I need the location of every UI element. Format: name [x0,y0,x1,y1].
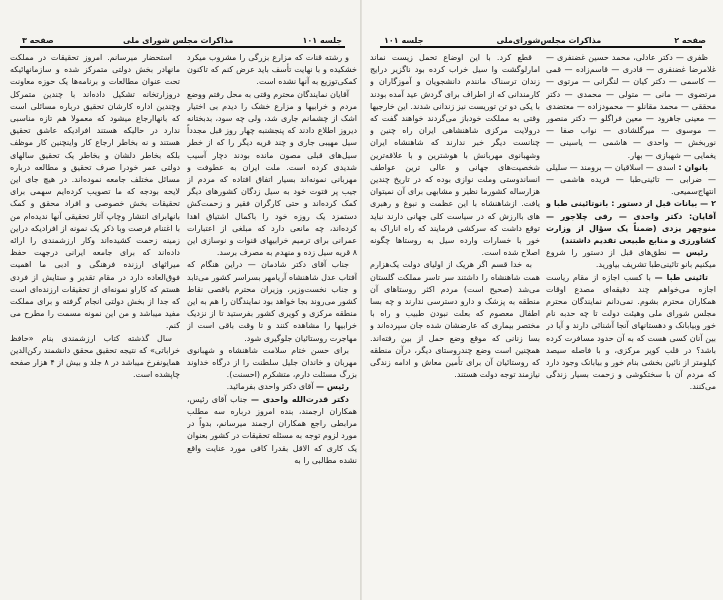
paragraph-text: به خدا قسم اگر هریک از اولیای دولت یک‌هزارم همت شاهنشاه را داشتند سر تاسر مملکت گلستان می‌شد (صحیح است) مردم اکثر روستاهای آن منطقه به پزشک و دارو دسترسی ندارند و چه بسا اطفال معصوم که بعلت نبودن طبیب و راه با مختصر بیماری که عارضشان شده جان سپرده‌اند و بسا زنانی که موقع وضع حمل از بین رفته‌اند. همچنین است وضع چندروستای دیگر، درآن منطقه که روستائیان آن برای تأمین معاش و ادامه زندگی نیازمند توجه دولت هستند. [370,260,540,380]
paragraph [546,198,716,247]
paragraph-text: آقای دکتر واحدی بفرمائید. [226,382,314,392]
session-number: جلسه ۱۰۱ [302,36,342,45]
paragraph-text: قطع کرد. با این اوضاع تحمل زیست نماند امارلوگشت وا سیل خراب کرده بود ناگزیر درایج زندان ترسناک مانندم دانشجویان و آموزگاران و کارمندانی که از اطراف برای گردش عید آمده بودند با یکی دو تن توریست نیز زندانی شدند. این خارجیها وقتی به مملکت خودباز می‌گردند خواهند گفت که درولایت مرکزی شاهنشاهی ایران راه چنین و چنانست دیگر خبر ندارند که شاهنشاه ایران وشهبانوی مهربانش با هوشترین و با علاقه‌ترین شخصیت‌های جهانی و عالی ترین عواطف انساندوستی وملت نوازی بوده که در تاریخ چندین هزارساله کشورما نظیر و مشابهی برای آن نمیتوان یافت. ازشاهنشاه با این عظمت و نبوغ و رهبری های باارزش که در سیاست کلی جهانی دارند نباید توقع داشت که سرکشی فرمایند که راه اناراک به خور با خسارات وارده سیل به روستاها چگونه اصلاح شده است. [370,53,540,258]
header-rule [20,46,345,48]
paragraph-text: جناب آقای دکتر شادمان — دراین هنگام که آفتاب عدل شاهنشاه آریامهر بسراسر کشور می‌تابد و جناب نخست‌وزیر، وزیران محترم باقصی نقاط کشور می‌روند بجا خواهد بود نمایندگان را هم به این منطقه مرکزی و کویری کشور بفرستید تا از نزدیک خرابیها را مشاهده کنند و تا وقت باقی است از مهاجرت روستائیان جلوگیری شود. [187,260,357,343]
text-column-left [370,52,540,587]
speaker-name: رئیس — [672,248,709,258]
speaker-name: بانوان : [678,162,708,172]
paragraph-text: اسدی — اسلاقیان — برومند — سلیلی — ضرابی — تائینی‌طبا — فریده هاشمی — انتهاج‌سمیعی. [546,162,716,197]
header-title: مذاکرات مجلس شورای ملی [123,36,234,45]
paragraph-text: ظفری — دکتر عادلی، محمد حسین غضنفری — غلامرضا غضنفری — قادری — قاسم‌زاده — قمی — کاسمی — دکتر کیان — لنگرانی — مرتوی — مرتضوی — مانی — متولی — محمدی — دکتر محققی — محمد مقانلو — محمودزاده — معتضدی — معینی‌ جاهرود — معین‌ فراگلو — دکتر منصور — موسوی — میرگلشادی — نواب صفا — نوربخش — واحدی — هاشمی — یاسینی — یغمایی — شهبازی — بهار. [546,53,716,160]
speaker-name: دکتر قدرت‌الله واحدی — [250,394,350,404]
paragraph [10,52,180,333]
paragraph-text: با کسب اجازه از مقام ریاست اجازه می‌خواهم چند دقیقه‌ای مصدع اوقات همکاران محترم بشوم. نمی‌دانم نمایندگان محترم مجلس شورای ملی وهیئت دولت تا چه حدبه نام خور وبیابانک و دهستانهای آنجا آشنائی دارند و آیا در بین آنان کسی هست که به آن حدود مسافرت کرده باشد؟ در قلب کویر مرکزی، و با فاصله سیصد کیلومتر از نائین بخشی بنام خور و بیابانک وجود دارد که مردم آن با سختکوشی و زحمت بسیار زندگی می‌کنند. [546,272,716,392]
paragraph-text: و رشته قنات که مزارع بزرگی را مشروب میکرد خشکیده و با نهایت تأسف باید عرض کنم که تاکنون کمکی‌توزیع به آنها نشده است. [187,53,357,87]
paragraph-text: استحضار میرسانم. امروز تحقیقات در مملکت مانهادر بخش دولتی متمرکز شده و سازمانهائیکه تحت عنوان مطالعات و برنامه‌ها یک حوزه معاونت دروزارتخانه تشکیل داده‌اند با چندین متمرکل وچندین اداره کارشان تحقیق درباره مسائلی است که بانهاارجاع میشود که معمولا هم تازه مناسبی ندارد در حالیکه هستند افرادیکه عاشق تحقیق هستند و نه بخاطر ارجاع کار واینچنین کار موظف بلکه بخاطر دلشان و بخاطر یک تحقیق سالهای دولتی عمر خودرا صرف تحقیق و مطالعه درباره مسائل مختلف جامعه نموده‌اند. در هیچ جای این لایحه بودجه که ما تصویب کرده‌ایم سهمی برای تحقیقات بخش خصوصی و افراد محقق و کمک بانهابرای انتشار وچاپ آثار تحقیقی آنها ندیده‌ام من با اغتنام فرصت وبا ذکر یک نمونه از افرادیکه دراین زمینه زحمت کشیده‌اند وکار ارزشمندی را ارائه داده‌اند که برای جامعه ایرانی درجهت حفظ میراثهای ارزنده فرهنگی و ادبی ما اهمیت فوق‌العاده دارد در مقام تقدیر و ستایش از فردی هستم که کاراو نمونه‌ای از تحقیقات ارزنده‌ای است که جدا از بخش دولتی انجام گرفته و برای مملکت مفید میباشد و من این نمونه مسمت را مطرح می کنم. [10,53,180,331]
page-header [22,33,342,45]
text-column-left [10,52,180,587]
left-page [0,0,361,600]
paragraph [370,52,540,259]
speaker-name: تائینی طبا — [654,272,709,282]
paragraph [187,345,357,382]
paragraph [546,247,716,271]
right-page [362,0,723,600]
session-number: جلسه ۱۰۱ [384,36,424,45]
paragraph-text: برای حسن ختام سلامت شاهنشاه و شهبانوی مهربان و خاندان جلیل سلطنت را از درگاه خداوند بزرگ مسئلت دارم، متشکرم (احسنت). [187,345,357,380]
page-number: صفحه ۳ [22,36,54,45]
paragraph [187,89,357,260]
page-number: صفحه ۲ [674,36,706,45]
paragraph [370,259,540,381]
page-header [384,33,706,45]
paragraph-text: نطق‌های قبل از دستور را شروع میکنیم بانو تائینی‌طبا تشریف بیاورید. [546,248,716,270]
paragraph [187,259,357,344]
text-column-right [546,52,716,587]
paragraph [187,52,357,89]
paragraph-text: جناب آقای رئیس، همکاران ارجمند، بنده امروز درباره سه مطلب مرابطی راجع همکاران ارجمند میرسانم، بدواً در مورد لزوم توجه به مسئله تحقیقات در کشور بعنوان یک کاری که الاقل بقدرا کافی مورد عنایت واقع نشده مطالبی را به [187,394,357,465]
paragraph [10,333,180,382]
paragraph [546,272,716,394]
paragraph [546,52,716,162]
paragraph [546,162,716,199]
paragraph-text: آقایان نمایندگان محترم وقتی به محل رفتم ووضع مردم و خرابیها و مزارع خشک را دیدم بی اختیار اشک از چشمانم جاری شد، ولی چه سود، بدبختانه دیروز اطلاع دادند که پنجشنبه چهار روز قبل مجدداً سیل مهیبی جاری و چند قریه دیگر را که از خطر سیل‌های قبلی مصون مانده بودند دچار آسیب شدیدی کرده است. ملت ایران به عطوفت و مهربانی نمونه‌اند بسیار اتفاق افتاده که مردم از جیب پر فتوت خود به سیل زدگان کشورهای دیگر کمک کرده‌اند و حتی کارگران فقیر و زحمت‌کش دستمزد یک روزه خود را باکمال اشتیاق اهدا کرده‌اند، چه مانعی دارد که مبلغی از اعتبارات عمرانی برای ترمیم خرابیهای قنوات و نوسازی این ۸ قریه سیل زده و منهدم به مصرف برسد. [187,89,357,258]
paragraph [187,394,357,467]
speaker-name: رئیس — [316,382,349,392]
paragraph [187,381,357,393]
paragraph-text: سال گذشته کتاب ارزشمندی بنام «حافظ‌ خراباتی» که نتیجه تحقیق محقق دانشمند رکن‌الدین همایونفرخ میباشد در ۸ جلد و بیش از ۴ هزار صفحه چاپشده است. [10,333,180,380]
text-column-right [187,52,357,587]
paragraph-text: ۲ — بیانات قبل از دستور : بانوتائینی طبا و آقایان: دکتر واحدی — رفی چلاجور — منوچهر یزدی (ضمناً یک سؤال از وزارت کشاورزی و منابع طبیعی تقدیم داشتند) [546,199,716,246]
header-title: مذاکرات مجلس‌شورای‌ملی [496,36,602,45]
header-rule [380,46,702,48]
